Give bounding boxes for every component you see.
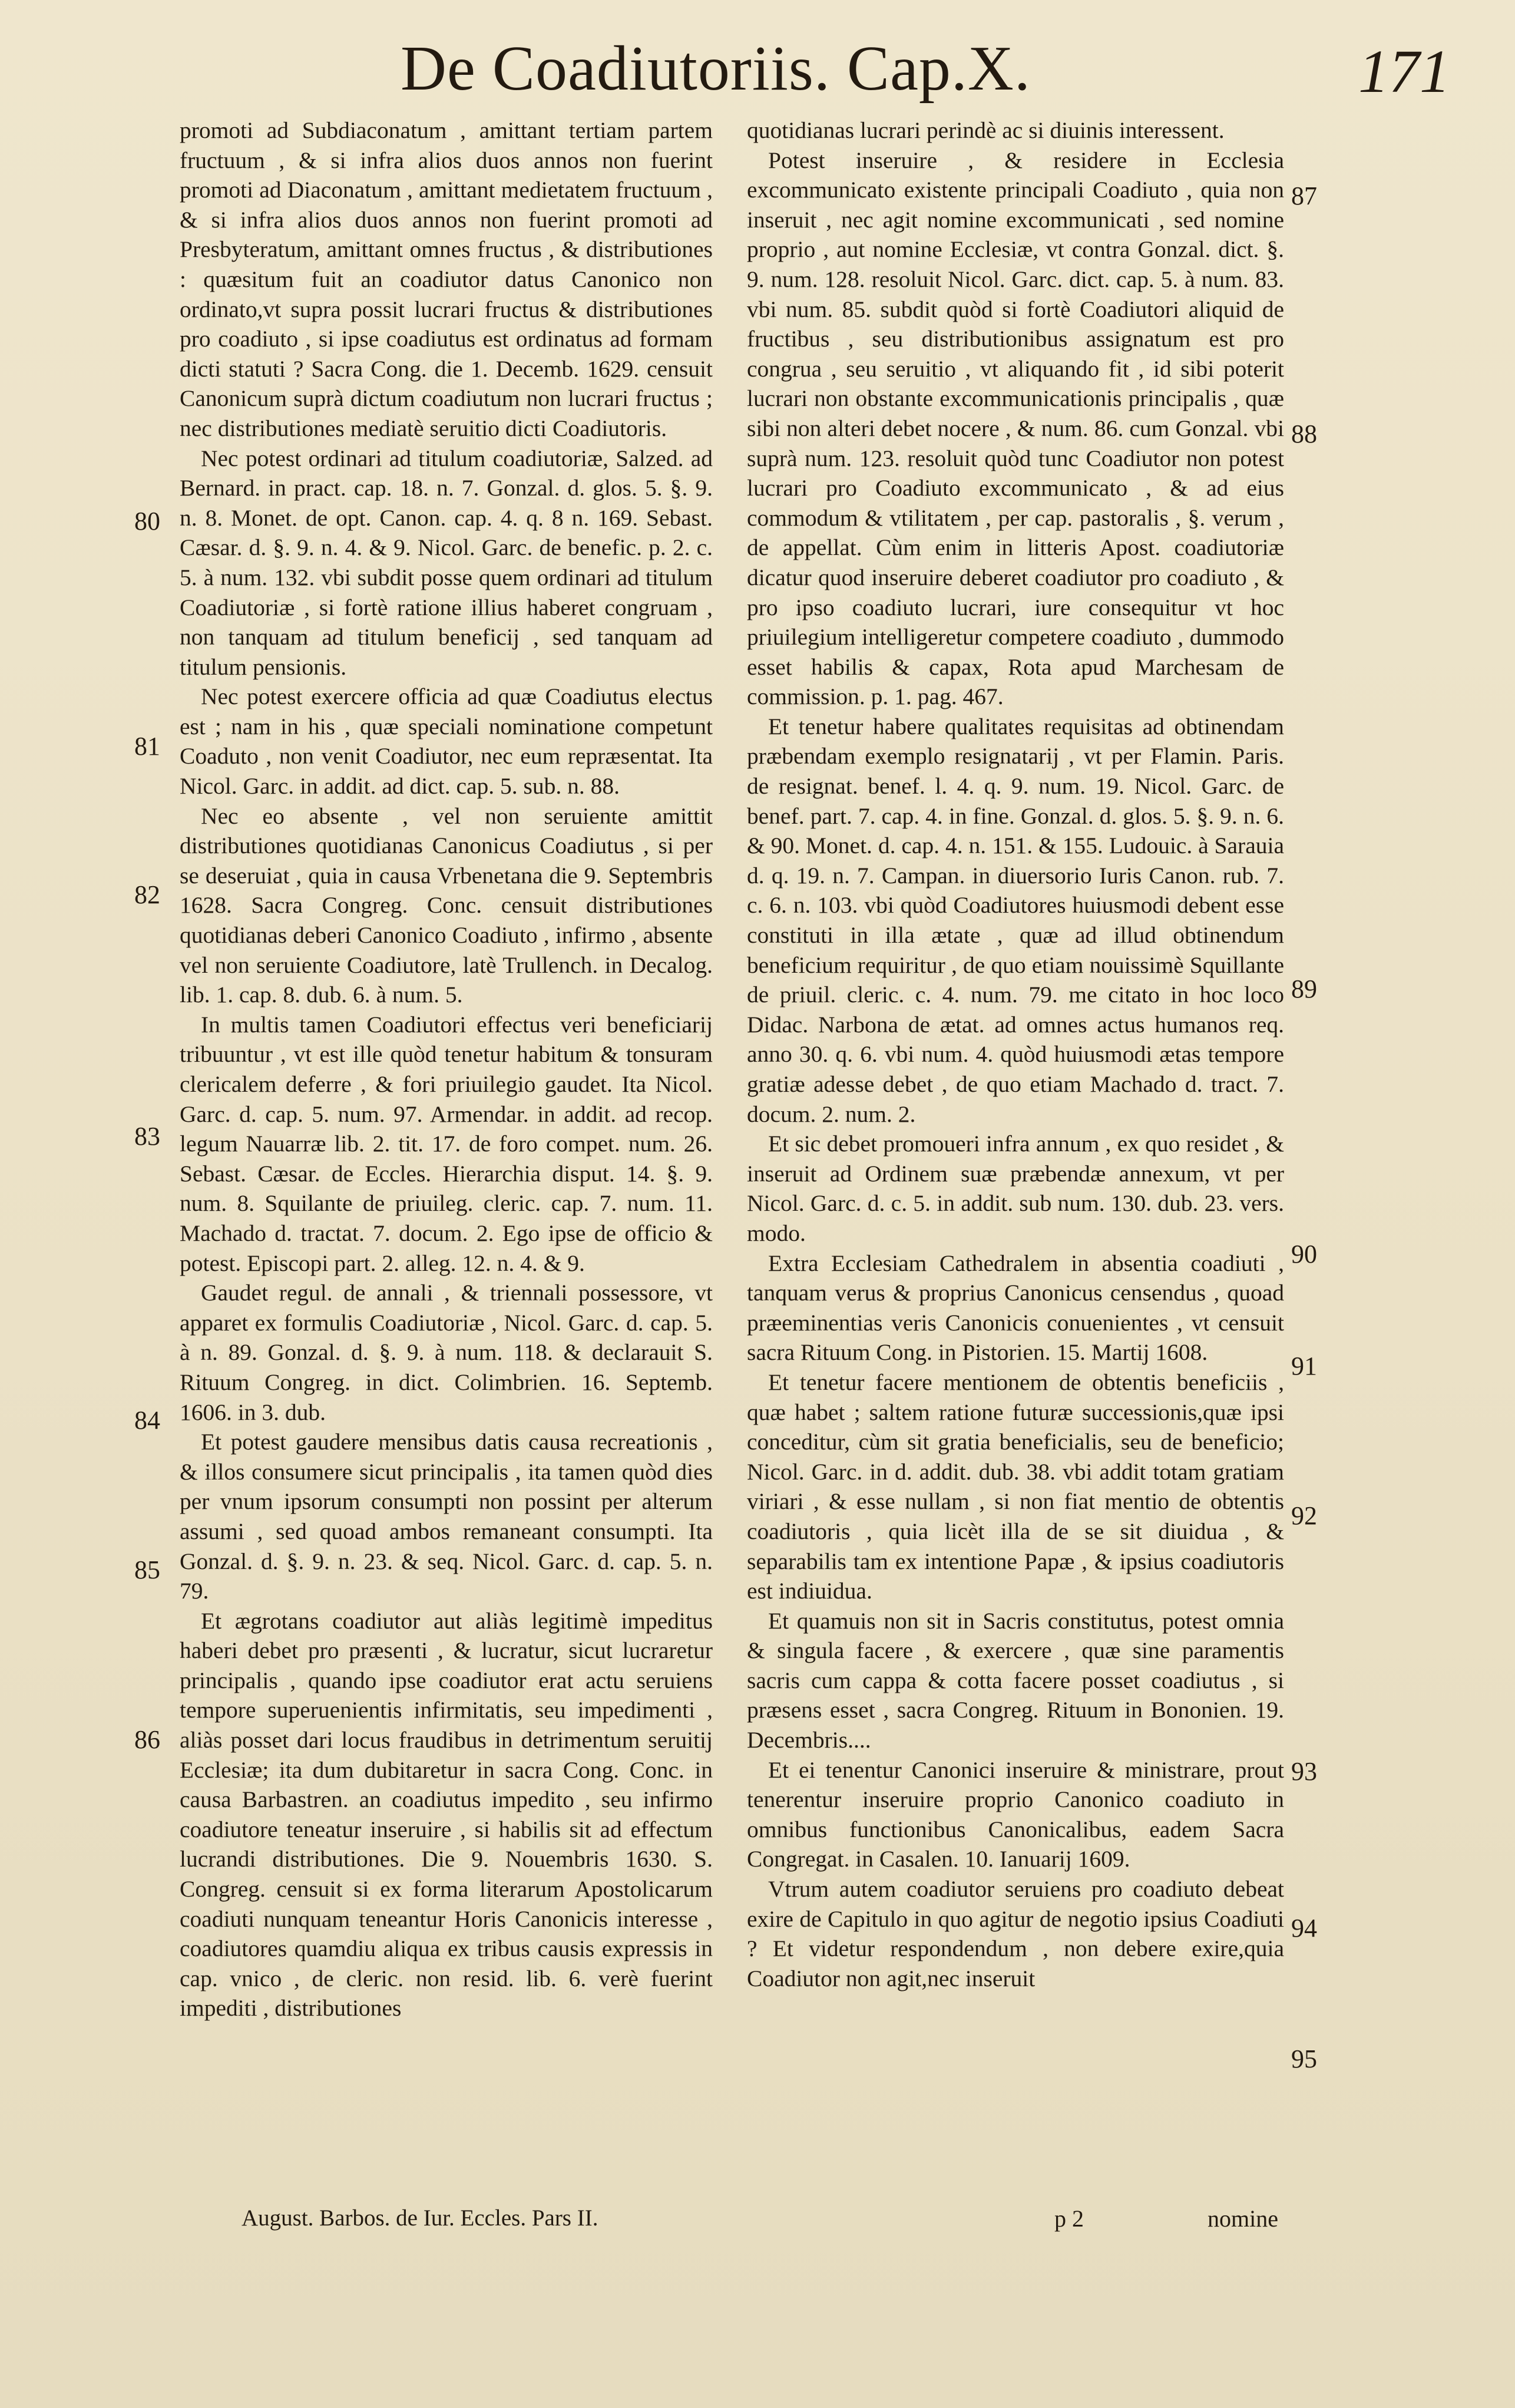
margin-number: 89 [1291, 975, 1317, 1003]
paragraph: Vtrum autem coadiutor seruiens pro coadiuto debeat exire de Capitulo in quo agitur de negotio ipsius Coadiuti ? Et videtur respondendum , non debere exire,quia Coadiutor non agit,nec inseruit [747, 1876, 1284, 1991]
margin-number: 94 [1291, 1914, 1317, 1943]
paragraph: quotidianas lucrari perindè ac si diuinis interessent. [747, 117, 1225, 143]
paragraph: Nec eo absente , vel non seruiente amittit distributiones quotidianas Canonicus Coadiutus , si per se deseruiat , quia in causa Vrbenetana die 9. Septembris 1628. Sacra Congreg. Conc. censuit distributiones quotidianas deberi Canonico Coadiuto , infirmo , absente vel non seruiente Coadiutore, latè Trullench. in Decalog. lib. 1. cap. 8. dub. 6. à num. 5. [180, 802, 713, 1008]
margin-number: 87 [1291, 181, 1317, 210]
margin-number: 81 [134, 732, 160, 761]
margin-number: 85 [134, 1555, 160, 1584]
margin-number: 95 [1291, 2044, 1317, 2073]
page-header-title: De Coadiutoriis. Cap.X. [401, 34, 1031, 104]
left-text-column [180, 115, 713, 2023]
margin-number: 86 [134, 1725, 160, 1754]
paragraph: Et tenetur habere qualitates requisitas ad obtinendam præbendam exemplo resignatarij , vt per Flamin. Paris. de resignat. benef. l. 4. q. 9. num. 19. Nicol. Garc. de benef. part. 7. cap. 4. in fine. Gonzal. d. glos. 5. §. 9. n. 6. & 90. Monet. d. cap. 4. n. 151. & 155. Ludouic. à Sarauia d. q. 19. n. 7. Campan. in diuersorio Iuris Canon. rub. 7. c. 6. n. 103. vbi quòd Coadiutores huiusmodi debent esse constituti in illa ætate , quæ ad illud obtinendum beneficium requiritur , de quo etiam nouissimè Squillante de priuil. cleric. c. 4. num. 79. me citato in hoc loco Didac. Narbona de ætat. ad omnes actus humanos req. anno 30. q. 6. vbi num. 4. quòd huiusmodi ætas tempore gratiæ adesse debet , de quo etiam Machado d. tract. 7. docum. 2. num. 2. [747, 713, 1284, 1127]
margin-number: 91 [1291, 1352, 1317, 1380]
margin-number: 88 [1291, 419, 1317, 448]
running-foot: August. Barbos. de Iur. Eccles. Pars II. [242, 2205, 598, 2231]
paragraph: Et ægrotans coadiutor aut aliàs legitimè impeditus haberi debet pro præsenti , & lucratur, sicut lucraretur principalis , quando ipse coadiutor erat actu seruiens tempore superuenientis infirmitatis, seu impedimenti , aliàs posset dari locus fraudibus in detrimentum seruitij Ecclesiæ; ita dum dubitaretur in sacra Cong. Conc. in causa Barbastren. an coadiutus impedito , seu infirmo coadiutore teneatur inseruire , si habilis sit ad effectum lucrandi distributiones. Die 9. Nouembris 1630. S. Congreg. censuit si ex forma literarum Apostolicarum coadiuti nunquam teneantur Horis Canonicis interesse , coadiutores quamdiu aliqua ex tribus causis expressis in cap. vnico , de cleric. non resid. lib. 6. verè fuerint impediti , distributiones [180, 1607, 713, 2021]
margin-number: 82 [134, 880, 160, 909]
paragraph: In multis tamen Coadiutori effectus veri beneficiarij tribuuntur , vt est ille quòd tenetur habitum & tonsuram clericalem deferre , & fori priuilegio gaudet. Ita Nicol. Garc. d. cap. 5. num. 97. Armendar. in addit. ad recop. legum Nauarræ lib. 2. tit. 17. de foro compet. num. 26. Sebast. Cæsar. de Eccles. Hierarchia disput. 14. §. 9. num. 8. Squilante de priuileg. cleric. cap. 7. num. 11. Machado d. tractat. 7. docum. 2. Ego ipse de officio & potest. Episcopi part. 2. alleg. 12. n. 4. & 9. [180, 1011, 713, 1276]
paragraph: Nec potest ordinari ad titulum coadiutoriæ, Salzed. ad Bernard. in pract. cap. 18. n. 7. Gonzal. d. glos. 5. §. 9. n. 8. Monet. de opt. Canon. cap. 4. q. 8 n. 169. Sebast. Cæsar. d. §. 9. n. 4. & 9. Nicol. Garc. de benefic. p. 2. c. 5. à num. 132. vbi subdit posse quem ordinari ad titulum Coadiutoriæ , si fortè ratione illius haberet congruam , non tanquam ad titulum beneficij , sed tanquam ad titulum pensionis. [180, 445, 713, 680]
margin-number: 93 [1291, 1757, 1317, 1786]
margin-number: 92 [1291, 1501, 1317, 1530]
catchword: nomine [1208, 2205, 1278, 2232]
paragraph: Extra Ecclesiam Cathedralem in absentia coadiuti , tanquam verus & proprius Canonicus censendus , quoad præeminentias veris Canonicis conuenientes , vt censuit sacra Rituum Cong. in Pistorien. 15. Martij 1608. [747, 1250, 1284, 1366]
paragraph: Et sic debet promoueri infra annum , ex quo residet , & inseruit ad Ordinem suæ præbendæ annexum, vt per Nicol. Garc. d. c. 5. in addit. sub num. 130. dub. 23. vers. modo. [747, 1131, 1284, 1246]
margin-number: 84 [134, 1406, 160, 1435]
paragraph: promoti ad Subdiaconatum , amittant tertiam partem fructuum , & si infra alios duos annos non fuerint promoti ad Diaconatum , amittant medietatem fructuum , & si infra alios duos annos non fuerint promoti ad Presbyteratum, amittant omnes fructus , & distributiones : quæsitum fuit an coadiutor datus Canonico non ordinato,vt supra possit lucrari fructus & distributiones pro coadiuto , si ipse coadiutus est ordinatus ad formam dicti statuti ? Sacra Cong. die 1. Decemb. 1629. censuit Canonicum suprà dictum coadiutum non lucrari fructus ; nec distributiones mediatè seruitio dicti Coadiutoris. [180, 117, 713, 441]
folio-number: 171 [1358, 38, 1450, 105]
paragraph: Et ei tenentur Canonici inseruire & ministrare, prout tenerentur inseruire proprio Canonico coadiuto in omnibus functionibus Canonicalibus, eadem Sacra Congregat. in Casalen. 10. Ianuarij 1609. [747, 1756, 1284, 1872]
paragraph: Et potest gaudere mensibus datis causa recreationis , & illos consumere sicut principalis , ita tamen quòd dies per vnum ipsorum consumpti non possint per alterum assumi , sed quoad ambos remaneant consumpti. Ita Gonzal. d. §. 9. n. 23. & seq. Nicol. Garc. d. cap. 5. n. 79. [180, 1429, 713, 1604]
paragraph: Nec potest exercere officia ad quæ Coadiutus electus est ; nam in his , quæ speciali nominatione competunt Coaduto , non venit Coadiutor, nec eum repræsentat. Ita Nicol. Garc. in addit. ad dict. cap. 5. sub. n. 88. [180, 683, 713, 800]
paragraph: Et quamuis non sit in Sacris constitutus, potest omnia & singula facere , & exercere , quæ sine paramentis sacris cum cappa & cotta facere posset coadiutus , si præsens esset , sacra Congreg. Rituum in Bononien. 19. Decembris.... [747, 1607, 1284, 1753]
margin-number: 83 [134, 1122, 160, 1151]
paragraph: Potest inseruire , & residere in Ecclesia excommunicato existente principali Coadiuto , quia non inseruit , nec agit nomine excommunicati , sed nomine proprio , aut nomine Ecclesiæ, vt contra Gonzal. dict. §. 9. num. 128. resoluit Nicol. Garc. dict. cap. 5. à num. 83. vbi num. 85. subdit quòd si fortè Coadiutori aliquid de fructibus , seu distributionibus assignatum est pro congrua , seu seruitio , vt aliquando fit , id sibi poterit lucrari non obstante excommunicationis principalis , quæ sibi non alteri debet nocere , & num. 86. cum Gonzal. vbi suprà num. 123. resoluit quòd tunc Coadiutor non potest lucrari pro Coadiuto excommunicato , & ad eius commodum & vtilitatem , per cap. pastoralis , §. verum , de appellat. Cùm enim in litteris Apost. coadiutoriæ dicatur quod inseruire deberet coadiutor pro coadiuto , & pro ipso coadiuto lucrari, iure consequitur vt hoc priuilegium intelligeretur competere coadiuto , dummodo esset habilis & capax, Rota apud Marchesam de commission. p. 1. pag. 467. [747, 147, 1284, 710]
margin-number: 80 [134, 507, 160, 536]
margin-number: 90 [1291, 1240, 1317, 1269]
signature-mark: p 2 [1054, 2205, 1084, 2232]
right-text-column [747, 115, 1284, 1993]
paragraph: Et tenetur facere mentionem de obtentis beneficiis , quæ habet ; saltem ratione futuræ successionis,quæ ipsi conceditur, cùm sit gratia beneficialis, seu de beneficio; Nicol. Garc. in d. addit. dub. 38. vbi addit totam gratiam viriari , & esse nullam , si non fiat mentio de obtentis coadiutoris , quia licèt illa de se sit diuidua , & separabilis tam ex intentione Papæ , & ipsius coadiutoris est indiuidua. [747, 1369, 1284, 1604]
paragraph: Gaudet regul. de annali , & triennali possessore, vt apparet ex formulis Coadiutoriæ , Nicol. Garc. d. cap. 5. à n. 89. Gonzal. d. §. 9. à num. 118. & declarauit S. Rituum Congreg. in dict. Colimbrien. 16. Septemb. 1606. in 3. dub. [180, 1280, 713, 1425]
